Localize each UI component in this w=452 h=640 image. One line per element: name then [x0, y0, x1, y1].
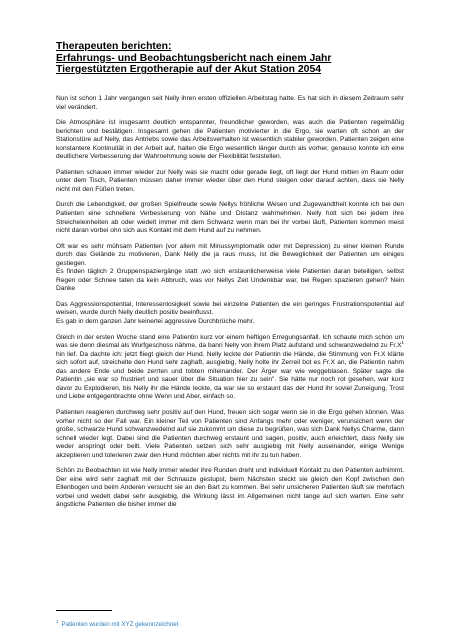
heading-line-2: Erfahrungs- und Beobachtungsbericht nach einem Jahr — [56, 52, 332, 64]
paragraph-text-before: Gleich in der ersten Woche stand eine Patientin kurz vor einem heftigen Erregungsanfall. Ich schaute mich schon um was sie denn diesmal als Wurfgeschoss nähme, da bann Nelly von ihrem Platz aufstand und schwanzwedelnd zu Fr.X — [56, 333, 404, 350]
paragraph: Es gab in dem ganzen Jahr keinerlei aggressive Durchbrüche mehr. — [56, 318, 255, 326]
footnote-text: Patienten wurden mit XYZ gekennzeichnet — [61, 621, 179, 628]
paragraph: Nun ist schon 1 Jahr vergangen seit Nelly ihren ersten offiziellen Arbeitstag hatte. Es hat sich in diesem Zeitraum sehr viel verändert. — [56, 95, 404, 111]
paragraph: Patienten reagieren durchweg sehr positiv auf den Hund, freuen sich sogar wenn sie in die Ergo gehen können. Was vorher nicht so der Fall war. Ein kleiner Teil von Patienten sind Anfangs mehr oder weniger, verunsichert wenn der große, schwarze Hund schwanzwedelnd auf sie zukommt um diese zu begrüßen, was sich Dank Nellys Charme, dann schnell wieder legt. Dabei sind die Patienten durchweg erstaunt und sagen, positiv, auch erleichtert, dass Nelly sie weder anspringt oder bellt. Viele Patienten setzen sich sehr ausgiebig mit Nelly auseinander, einige Wenige akzeptieren und tolerieren zwar den Hund möchten aber nichts mit ihr zu tun haben. — [56, 408, 404, 459]
paragraph: Die Atmosphäre ist insgesamt deutlich entspannter, freundlicher geworden, was auch die Patienten regelmäßig berichten und bestätigen. Insgesamt gehen die Patienten motivierter in die Ergo, sie warten oft schon an der Stationstüre auf Nelly, das Antriebs sowie das Arbeitsverhalten ist wesentlich stabiler geworden. Patienten zeigen eine konstantere Kontinuität in der Arbeit auf, halten die Ergo wesentlich länger durch als vorher, genauso konnte ich eine deutlichere Verbesserung der Wahrnehmung sowie der Flexibilität feststellen. — [56, 119, 404, 161]
paragraph-with-footnote — [56, 334, 404, 402]
paragraph: Patienten schauen immer wieder zur Nelly was sie macht oder gerade liegt, oft liegt der Hund mitten im Raum oder unter dem Tisch, Patienten müssen daher immer wieder über den Hund steigen oder darauf achten, dass sie Nelly nicht mit den Füßen treten. — [56, 168, 404, 193]
paragraph: Es finden täglich 2 Gruppenspaziergänge statt ,wo sich erstaunlicherweise viele Patienten daran beteiligen, selbst Regen oder Schnee taten da kein Abbruch, was vor Nellys Zeit Undenkbar war, bei Regen spazieren gehen? Nein Danke — [56, 268, 404, 293]
paragraph: Durch die Lebendigkeit, der großen Spielfreude sowie Nellys fröhliche Wesen und Zugewandtheit konnte ich bei den Patienten eine schnellere Verbesserung von Nähe und Distanz wahrnehmen. Nelly holt sich bei jedem ihre Streicheleinheiten ab oder wedelt immer mit dem Schwanz wenn man bei ihr vorbei läuft, Patienten kommen meist nicht daran vorbei ohn sich aus Kontakt mit dem Hund auf zu nehmen. — [56, 201, 404, 235]
footnote-separator — [56, 610, 112, 611]
heading-line-3: Tiergestützten Ergotherapie auf der Akut Station 2054 — [56, 64, 322, 76]
footnote-number: 1 — [56, 618, 59, 624]
heading-line-1: Therapeuten berichten: — [56, 41, 172, 52]
paragraph: Oft war es sehr mühsam Patienten (vor allem mit Minussymptomatik oder mit Depression) zu einer kleinen Runde durch das Gelände zu motivieren, Dank Nelly die ja raus muss, ist die Beweglichkeit der Patienten um einiges gestiegen. — [56, 242, 404, 267]
document-body — [56, 95, 404, 517]
paragraph: Das Aggressionspotential, Interessenlosigkeit sowie bei einzelne Patienten die ein geringes Frustrationspotential auf weisen, wurde durch Nelly deutlich positiv beeinflusst. — [56, 300, 404, 317]
footnote — [56, 618, 356, 629]
paragraph-text-after: hin lief. Da dachte ich: jetzt fliegt gleich der Hund. Nelly leckte der Patientin die Hände, die Stimmung von Fr.X klärte sich sofort auf, streichelte den Hund sehr zaghaft, ausgiebig, Nelly holte ihr Zerreil bot es Fr.X an, die Patientin nahm das andere Ende und beide zerrten und tobten miteinander. Der Ärger war wie weggeblasen. Später sagte die Patientin „sie war so frustriert und sauer über die Situation hier zu sein". Sie hätte nur noch rot gesehen, war kurz davor zu Explodieren, bis Nelly ihr die Hände leckte, da war sie so erstaunt das der Hund ihr soviel Zuneigung, Trost und Liebe entgegenbrachte ohne Wenn und Aber, einfach so. — [56, 350, 404, 401]
paragraph: Schön zu Beobachten ist wie Nelly immer wieder ihre Runden dreht und individuell Kontakt zu den Patienten aufnimmt. Der eine wird sehr zaghaft mit der Schnauze gestupst, beim Nächsten steckt sie gleich den Kopf zwischen den Ellenbogen und beim Anderen versucht sie an den Bart zu kommen. Bei sehr unsicheren Patienten läuft sie mehrfach vorbei und wedelt dabei sehr ausgiebig, die Wirkung lässt im Allgemeinen nicht lange auf sich warten. Eine sehr ängstliche Patienten die bisher immer die — [56, 467, 404, 509]
document-heading — [56, 41, 416, 76]
footnote-reference[interactable]: 1 — [401, 339, 404, 345]
